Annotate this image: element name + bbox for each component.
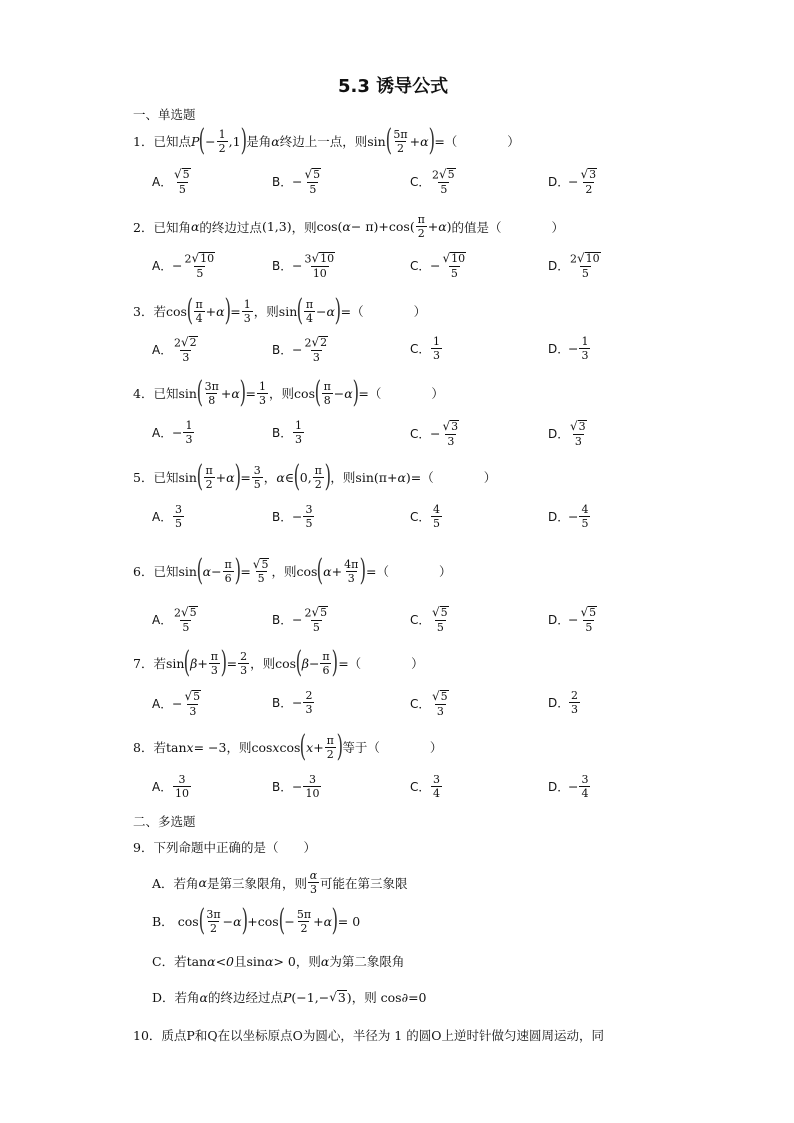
question-7: 7． 若 sin ( β + $\frac{\pi}{3}$ ) = $\frac{2}{3}$ ，则 cos ( β − $\frac{\pi}{6}$ ) =（ ） — [133, 645, 424, 680]
q9-option-a: A．若角 α 是第三象限角，则 $\frac{\alpha}{3}$ 可能在第三象限 — [152, 869, 408, 896]
q1-option-c: C． 2 √ 5 5 — [410, 167, 455, 196]
q2-option-c: C． − √ 10 5 — [410, 251, 466, 280]
q5-option-a: A． $\frac{3}{5}$ — [152, 503, 182, 530]
q5-option-c: C． $\frac{4}{5}$ — [410, 503, 440, 530]
q1-option-b: B． − √ 5 5 — [272, 167, 321, 196]
question-10: 10． 质点P和Q在以坐标原点O为圆心，半径为 1 的圆O上逆时针做匀速圆周运动，同 — [133, 1028, 604, 1043]
question-3: 3． 若 cos ( $\frac{\pi}{4}$ + α ) = $\frac{1}{3}$ ，则 sin ( $\frac{\pi}{4}$ − α ) =（ ） — [133, 293, 427, 328]
q2-option-d: D． 2 √ 10 5 — [548, 251, 600, 280]
q3-option-b: B． − 2 √ 2 3 — [272, 335, 328, 364]
q6-option-b: B． − 2 √ 5 5 — [272, 605, 328, 634]
q4-option-b: B． $\frac{1}{3}$ — [272, 419, 302, 446]
q1-option-d: D． − √ 3 2 — [548, 167, 597, 196]
q3-option-d: D． − $\frac{1}{3}$ — [548, 335, 589, 362]
q4-option-a: A． − $\frac{1}{3}$ — [152, 419, 193, 446]
question-9: 9． 下列命题中正确的是（ ） — [133, 840, 316, 855]
q7-option-b: B． − $\frac{2}{3}$ — [272, 689, 313, 716]
q4-option-d: D． √ 3 3 — [548, 419, 586, 448]
q8-option-d: D． − $\frac{3}{4}$ — [548, 773, 589, 800]
q7-option-a: A． − √ 5 3 — [152, 689, 201, 718]
question-2: 2． 已知角 α 的终边过点 (1,3) ，则 cos( α − π)+cos( $\frac{\pi}{2}$ + α ) 的值是（ ） — [133, 213, 565, 240]
q1-option-a: A． √ 5 5 — [152, 167, 190, 196]
q3-option-c: C． $\frac{1}{3}$ — [410, 335, 440, 362]
section-heading-single-choice: 一、单选题 — [133, 107, 196, 122]
q7-option-d: D． $\frac{2}{3}$ — [548, 689, 578, 716]
q2-option-b: B． − 3 √ 10 10 — [272, 251, 335, 280]
question-1: 1． 已知点 P ( − $\frac{1}{2}$ ,1 ) 是角 α 终边上一点，则 sin ( $\frac{5\pi}{2}$ + α ) =（ ） — [133, 123, 520, 158]
q9-option-d: D．若角 α 的终边经过点 P (−1,− √ 3 ) ，则 cos∂=0 — [152, 989, 427, 1005]
q7-option-c: C． √ 5 3 — [410, 689, 448, 718]
question-6: 6． 已知 sin ( α − $\frac{\pi}{6}$ ) = √ 5 5 ，则 cos ( α + $\frac{4\pi}{3}$ ) =（ ） — [133, 553, 452, 588]
section-heading-multiple-choice: 二、多选题 — [133, 814, 196, 829]
q8-option-a: A． $\frac{3}{10}$ — [152, 773, 189, 800]
q2-option-a: A． − 2 √ 10 5 — [152, 251, 215, 280]
q9-option-b: B． cos ( $\frac{3\pi}{2}$ − α ) +cos ( − $\frac{5\pi}{2}$ + α ) = 0 — [152, 903, 361, 938]
question-number: 1． — [133, 134, 154, 149]
page-title: 5.3 诱导公式 — [338, 76, 449, 97]
q5-option-b: B． − $\frac{3}{5}$ — [272, 503, 313, 530]
q6-option-a: A． 2 √ 5 5 — [152, 605, 197, 634]
q5-option-d: D． − $\frac{4}{5}$ — [548, 503, 589, 530]
question-4: 4． 已知 sin ( $\frac{3\pi}{8}$ + α ) = $\frac{1}{3}$ ，则 cos ( $\frac{\pi}{8}$ − α ) =（ ） — [133, 375, 444, 410]
q6-option-c: C． √ 5 5 — [410, 605, 448, 634]
q4-option-c: C． − √ 3 3 — [410, 419, 459, 448]
q3-option-a: A． 2 √ 2 3 — [152, 335, 197, 364]
q8-option-b: B． − $\frac{3}{10}$ — [272, 773, 320, 800]
question-text: 已知点 — [153, 134, 191, 149]
q9-option-c: C．若 tan α < 0 且 sin α > 0 ，则 α 为第二象限角 — [152, 953, 405, 969]
question-5: 5． 已知 sin ( $\frac{\pi}{2}$ + α ) = $\frac{3}{5}$ ， α ∈ ( 0, $\frac{\pi}{2}$ ) ，则 sin(π+ α ) =（ ） — [133, 459, 497, 494]
q6-option-d: D． − √ 5 5 — [548, 605, 597, 634]
q8-option-c: C． $\frac{3}{4}$ — [410, 773, 440, 800]
question-8: 8． 若 tan x = −3 ，则 cos x cos ( x + $\frac{\pi}{2}$ ) 等于（ ） — [133, 729, 443, 764]
